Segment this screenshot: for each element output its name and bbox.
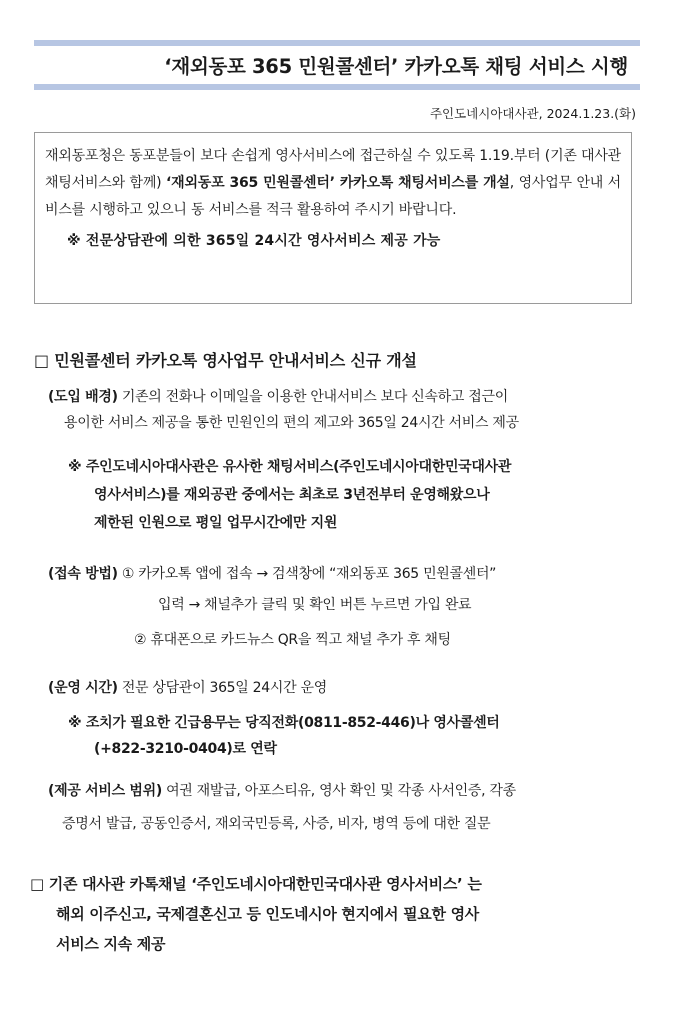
scope-line2: 증명서 발급, 공동인증서, 재외국민등록, 사증, 비자, 병역 등에 대한 질문: [62, 816, 491, 832]
intro-text-part2: , 영사업무 안내 서비스를 시행하고 있으니 동 서비스를 적극 활용하여 주시기 바랍니다.: [45, 175, 621, 218]
background-line2: 용이한 서비스 제공을 통한 민원인의 편의 제고와 365일 24시간 서비스 제공: [64, 415, 519, 431]
background-label: (도입 배경): [48, 389, 118, 405]
section2-line3: 서비스 지속 제공: [56, 935, 166, 953]
intro-text-bold: ‘재외동포 365 민원콜센터’ 카카오톡 채팅서비스를 개설: [166, 175, 510, 191]
scope-label: (제공 서비스 범위): [48, 783, 162, 799]
page-title: ‘재외동포 365 민원콜센터’ 카카오톡 채팅 서비스 시행: [164, 55, 628, 78]
intro-text-part1: 재외동포청은 동포분들이 보다 손쉽게 영사서비스에 접근하실 수 있도록 1.19.부터 (기존 대사관 채팅서비스와 함께): [45, 148, 621, 191]
access-line1: [48, 563, 496, 583]
note1-line1: ※ 주인도네시아대사관은 유사한 채팅서비스(주인도네시아대한민국대사관: [68, 459, 512, 475]
access-label: (접속 방법): [48, 566, 118, 582]
background-line1: [48, 386, 508, 406]
note2-line1: ※ 조치가 필요한 긴급용무는 당직전화(0811-852-446)나 영사콜센터: [68, 715, 500, 731]
note2-line2: (+822-3210-0404)로 연락: [94, 741, 277, 757]
access-line2: 입력 → 채널추가 클릭 및 확인 버튼 누르면 가입 완료: [158, 597, 472, 613]
title-band: [34, 40, 640, 90]
intro-paragraph: [45, 143, 621, 224]
background-text1: 기존의 전화나 이메일을 이용한 안내서비스 보다 신속하고 접근이: [117, 389, 508, 405]
date-line: 주인도네시아대사관, 2024.1.23.(화): [429, 106, 636, 121]
access-text1: ① 카카오톡 앱에 접속 → 검색창에 “재외동포 365 민원콜센터”: [117, 566, 497, 582]
hours-line: [48, 677, 327, 697]
section2-line2: 해외 이주신고, 국제결혼신고 등 인도네시아 현지에서 필요한 영사: [56, 905, 479, 923]
intro-note: ※ 전문상담관에 의한 365일 24시간 영사서비스 제공 가능: [67, 233, 441, 249]
scope-line1: [48, 780, 516, 800]
section2-line1: □ 기존 대사관 카톡채널 ‘주인도네시아대한민국대사관 영사서비스’ 는: [30, 875, 482, 893]
access-line3: ② 휴대폰으로 카드뉴스 QR을 찍고 채널 추가 후 채팅: [134, 632, 451, 648]
section1-heading: □ 민원콜센터 카카오톡 영사업무 안내서비스 신규 개설: [34, 351, 417, 370]
intro-box: [34, 132, 632, 304]
note1-line2: 영사서비스)를 재외공관 중에서는 최초로 3년전부터 운영해왔으나: [94, 487, 490, 503]
scope-text1: 여권 재발급, 아포스티유, 영사 확인 및 각종 사서인증, 각종: [161, 783, 516, 799]
hours-text: 전문 상담관이 365일 24시간 운영: [117, 680, 327, 696]
hours-label: (운영 시간): [48, 680, 118, 696]
note1-line3: 제한된 인원으로 평일 업무시간에만 지원: [94, 515, 338, 531]
